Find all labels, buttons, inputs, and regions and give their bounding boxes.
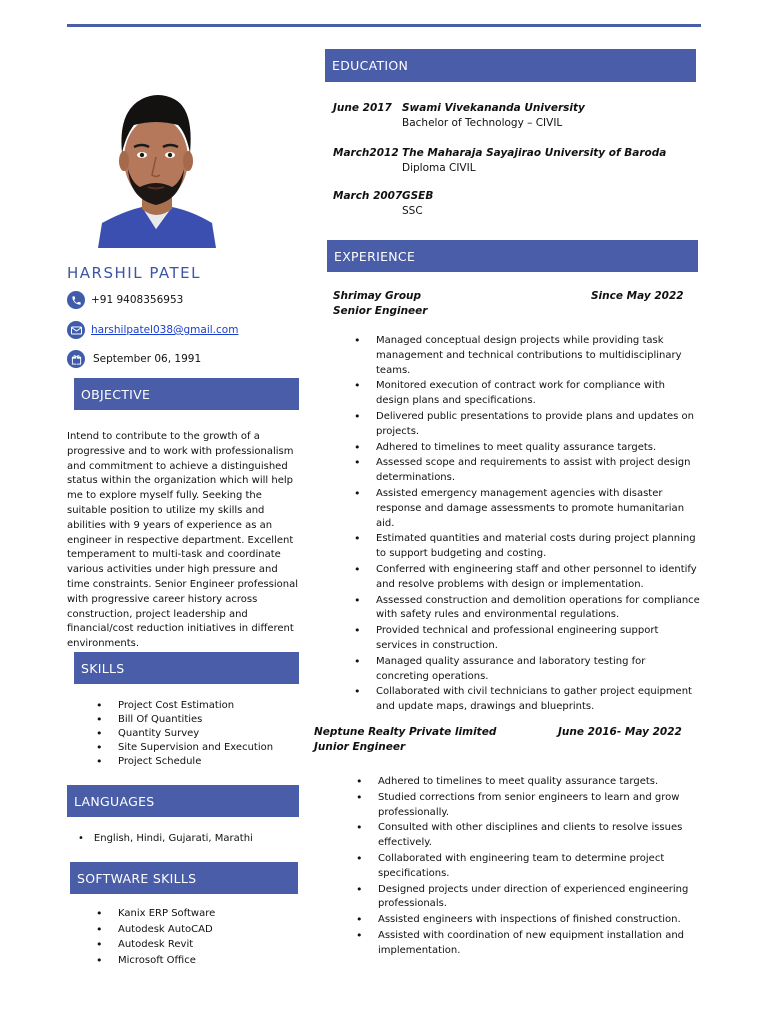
experience-header [327, 240, 698, 272]
list-item: • Microsoft Office [96, 953, 215, 969]
list-item: • Managed conceptual design projects while providing task management and technical contributions to multidisciplinary teams. [354, 334, 700, 378]
education-institution: Swami Vivekananda University [402, 102, 585, 114]
list-item: • Assisted with coordination of new equipment installation and implementation. [356, 929, 696, 959]
skills-header [74, 652, 299, 684]
software-list [96, 906, 215, 968]
email-link[interactable]: harshilpatel038@gmail.com [91, 324, 239, 336]
education-title: EDUCATION [332, 58, 409, 73]
skills-title: SKILLS [81, 660, 125, 676]
list-item: • Designed projects under direction of experienced engineering professionals. [356, 883, 696, 913]
phone-row [67, 291, 183, 309]
software-header [70, 862, 298, 894]
top-rule [67, 24, 701, 27]
list-item: • Bill Of Quantities [96, 713, 273, 727]
phone-number: +91 9408356953 [91, 294, 184, 306]
email-row [67, 321, 238, 339]
bullet: • [78, 833, 84, 844]
gift-icon [67, 350, 85, 368]
list-item: • Quantity Survey [96, 727, 273, 741]
education-date: March2012 [333, 147, 399, 159]
list-item: • Consulted with other disciplines and clients to resolve issues effectively. [356, 821, 696, 851]
dob-row [67, 350, 201, 368]
phone-icon [67, 291, 85, 309]
job-responsibilities [356, 775, 696, 960]
list-item: • Assisted engineers with inspections of finished construction. [356, 913, 696, 928]
objective-header [74, 378, 299, 410]
languages-title: LANGUAGES [74, 793, 155, 809]
job-company: Shrimay Group [333, 290, 422, 302]
list-item: • Assessed construction and demolition operations for compliance with safety rules and environmental regulations. [354, 594, 700, 624]
education-header [325, 49, 696, 82]
date-of-birth: September 06, 1991 [93, 353, 202, 365]
objective-title: OBJECTIVE [81, 386, 151, 402]
list-item: • Autodesk Revit [96, 937, 215, 953]
list-item: • Site Supervision and Execution [96, 741, 273, 755]
list-item: • Monitored execution of contract work for compliance with design plans and specifications. [354, 379, 700, 409]
list-item: • Delivered public presentations to provide plans and updates on projects. [354, 410, 700, 440]
experience-title: EXPERIENCE [334, 248, 416, 264]
list-item: • Project Cost Estimation [96, 699, 273, 713]
education-degree: SSC [402, 205, 423, 217]
objective-text: Intend to contribute to the growth of a progressive and to work with professionalism and commitment to achieve a distinguished status within the organization which will help me to explore myself fully. Seeking the suitable position to utilize my skills and abilities with 9 years of experience as an engineer in respective department. Excellent temperament to multi-task and coordinate various activities under high pressure and time constraints. Senior Engineer professional with progressive career history across construction, project leadership and financial/cost reduction initiatives in different environments. [67, 431, 299, 650]
profile-photo [94, 83, 218, 248]
software-title: SOFTWARE SKILLS [77, 870, 197, 886]
languages-header [67, 785, 299, 817]
education-degree: Diploma CIVIL [402, 162, 476, 174]
list-item: • Conferred with engineering staff and other personnel to identify and resolve problems with design or implementation. [354, 563, 700, 593]
languages-row [78, 833, 253, 844]
list-item: • Studied corrections from senior engineers to learn and grow professionally. [356, 791, 696, 821]
education-degree: Bachelor of Technology – CIVIL [402, 117, 563, 129]
job-period: Since May 2022 [591, 290, 684, 302]
email-icon [67, 321, 85, 339]
education-institution: The Maharaja Sayajirao University of Baroda [402, 147, 667, 159]
list-item: • Assessed scope and requirements to assist with project design determinations. [354, 456, 700, 486]
list-item: • Adhered to timelines to meet quality assurance targets. [356, 775, 696, 790]
list-item: • Collaborated with engineering team to determine project specifications. [356, 852, 696, 882]
education-institution: GSEB [402, 190, 434, 202]
education-date: March 2007 [333, 190, 403, 202]
list-item: • Kanix ERP Software [96, 906, 215, 922]
job-company: Neptune Realty Private limited [314, 726, 497, 738]
list-item: • Collaborated with civil technicians to gather project equipment and update maps, drawings and blueprints. [354, 685, 700, 715]
list-item: • Project Schedule [96, 755, 273, 769]
list-item: • Estimated quantities and material costs during project planning to support budgeting and costing. [354, 532, 700, 562]
education-date: June 2017 [333, 102, 392, 114]
skills-list [96, 699, 273, 769]
job-title: Junior Engineer [314, 741, 406, 753]
list-item: • Autodesk AutoCAD [96, 922, 215, 938]
list-item: • Managed quality assurance and laboratory testing for concreting operations. [354, 655, 700, 685]
job-title: Senior Engineer [333, 305, 428, 317]
list-item: • Provided technical and professional engineering support services in construction. [354, 624, 700, 654]
candidate-name: HARSHIL PATEL [67, 264, 201, 282]
job-responsibilities [354, 334, 700, 716]
languages-text: English, Hindi, Gujarati, Marathi [93, 833, 253, 844]
job-period: June 2016- May 2022 [558, 726, 682, 738]
list-item: • Adhered to timelines to meet quality assurance targets. [354, 441, 700, 456]
list-item: • Assisted emergency management agencies with disaster response and damage assessments to promote humanitarian aid. [354, 487, 700, 531]
